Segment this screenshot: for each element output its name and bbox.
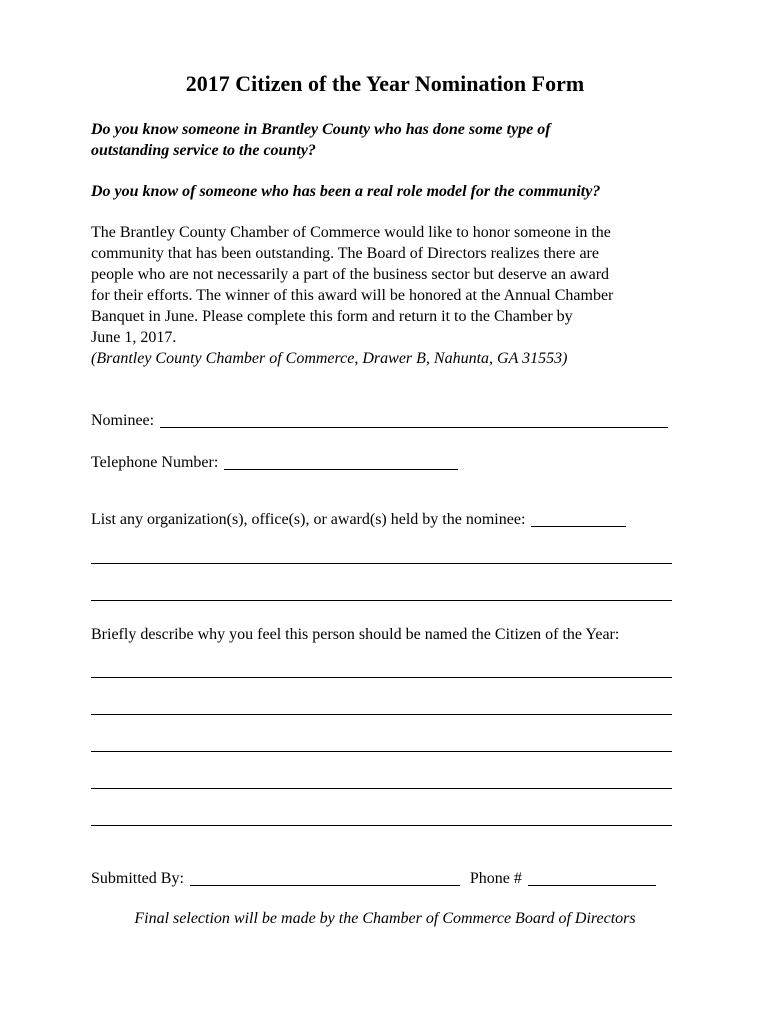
organizations-input-line-1[interactable]	[531, 510, 626, 527]
page-title: 2017 Citizen of the Year Nomination Form	[185, 71, 585, 96]
organizations-label: List any organization(s), office(s), or award(s) held by the nominee:	[91, 511, 526, 528]
describe-input-line-1[interactable]	[91, 677, 672, 678]
paragraph-line-4: for their efforts. The winner of this award will be honored at the Annual Chamber	[91, 287, 614, 304]
describe-input-line-2[interactable]	[91, 714, 672, 715]
paragraph-line-6: June 1, 2017.	[91, 329, 177, 346]
paragraph-line-1: The Brantley County Chamber of Commerce would like to honor someone in the	[91, 224, 611, 241]
footer-note: Final selection will be made by the Chamber of Commerce Board of Directors	[134, 910, 636, 927]
phone-label: Phone #	[469, 870, 522, 887]
phone-input-line[interactable]	[528, 869, 656, 886]
telephone-input-line[interactable]	[224, 453, 458, 470]
describe-label: Briefly describe why you feel this person should be named the Citizen of the Year:	[91, 626, 620, 643]
question-1-line-2: outstanding service to the county?	[91, 142, 316, 159]
question-2: Do you know of someone who has been a real role model for the community?	[91, 183, 601, 200]
paragraph-line-2: community that has been outstanding. The Board of Directors realizes there are	[91, 245, 599, 262]
submitted-by-input-line[interactable]	[190, 869, 460, 886]
describe-input-line-5[interactable]	[91, 825, 672, 826]
nominee-label: Nominee:	[91, 412, 155, 429]
describe-input-line-4[interactable]	[91, 788, 672, 789]
submitted-by-row	[91, 868, 656, 889]
paragraph-line-5: Banquet in June. Please complete this form and return it to the Chamber by	[91, 308, 573, 325]
telephone-label: Telephone Number:	[91, 454, 219, 471]
organizations-row	[91, 509, 626, 530]
nominee-input-line[interactable]	[160, 411, 668, 428]
describe-input-line-3[interactable]	[91, 751, 672, 752]
chamber-address: (Brantley County Chamber of Commerce, Drawer B, Nahunta, GA 31553)	[91, 350, 568, 367]
paragraph-line-3: people who are not necessarily a part of the business sector but deserve an award	[91, 266, 610, 283]
organizations-input-line-2[interactable]	[91, 563, 672, 564]
telephone-row	[91, 452, 458, 473]
question-1-line-1: Do you know someone in Brantley County who has done some type of	[91, 121, 551, 138]
submitted-by-label: Submitted By:	[91, 870, 184, 887]
organizations-input-line-3[interactable]	[91, 600, 672, 601]
nominee-row	[91, 410, 668, 431]
